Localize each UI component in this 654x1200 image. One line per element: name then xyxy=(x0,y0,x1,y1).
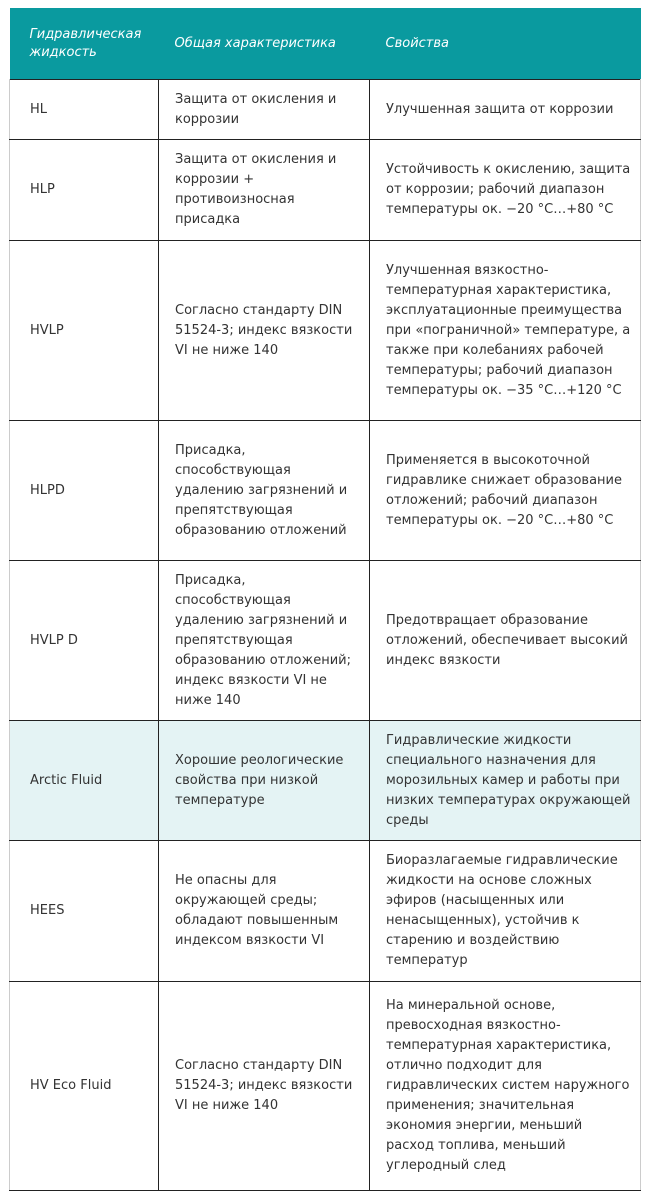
table-row xyxy=(10,140,641,241)
hydraulic-fluids-table xyxy=(9,8,641,1191)
header-fluid: Гидравлическая жидкость xyxy=(10,8,159,80)
header-properties: Свойства xyxy=(370,8,641,80)
table-row xyxy=(10,241,641,421)
cell-general: Присадка, способствующая удалению загрязнений и препятствующая образованию отложений xyxy=(159,421,370,561)
cell-name: HLPD xyxy=(10,421,159,561)
cell-general: Согласно стандарту DIN 51524-3; индекс вязкости VI не ниже 140 xyxy=(159,241,370,421)
table-row xyxy=(10,721,641,841)
cell-name: Arctic Fluid xyxy=(10,721,159,841)
table-header xyxy=(10,8,641,80)
cell-general: Не опасны для окружающей среды; обладают повышенным индексом вязкости VI xyxy=(159,841,370,982)
cell-general: Согласно стандарту DIN 51524-3; индекс вязкости VI не ниже 140 xyxy=(159,982,370,1191)
cell-general: Хорошие реологические свойства при низкой температуре xyxy=(159,721,370,841)
cell-props: Применяется в высокоточной гидравлике снижает образование отложений; рабочий диапазон температуры ок. −20 °C…+80 °C xyxy=(370,421,641,561)
cell-name: HL xyxy=(10,80,159,140)
cell-props: На минеральной основе, превосходная вязкостно-температурная характеристика, отлично подходит для гидравлических систем наружного применения; значительная экономия энергии, меньший расход топлива, меньший углеродный след xyxy=(370,982,641,1191)
cell-props: Предотвращает образование отложений, обеспечивает высокий индекс вязкости xyxy=(370,561,641,721)
table-row xyxy=(10,841,641,982)
table-row xyxy=(10,421,641,561)
cell-name: HVLP D xyxy=(10,561,159,721)
cell-general: Присадка, способствующая удалению загрязнений и препятствующая образованию отложений; индекс вязкости VI не ниже 140 xyxy=(159,561,370,721)
cell-props: Гидравлические жидкости специального назначения для морозильных камер и работы при низких температурах окружающей среды xyxy=(370,721,641,841)
table-row xyxy=(10,80,641,140)
cell-props: Улучшенная вязкостно-температурная характеристика, эксплуатационные преимущества при «пограничной» температуре, а также при колебаниях рабочей температуры; рабочий диапазон температуры ок. −35 °C…+120 °C xyxy=(370,241,641,421)
cell-name: HLP xyxy=(10,140,159,241)
header-general: Общая характеристика xyxy=(159,8,370,80)
cell-name: HV Eco Fluid xyxy=(10,982,159,1191)
cell-props: Биоразлагаемые гидравлические жидкости на основе сложных эфиров (насыщенных или ненасыщенных), устойчив к старению и воздействию температур xyxy=(370,841,641,982)
table-row xyxy=(10,561,641,721)
cell-props: Устойчивость к окислению, защита от коррозии; рабочий диапазон температуры ок. −20 °C…+80 °C xyxy=(370,140,641,241)
cell-props: Улучшенная защита от коррозии xyxy=(370,80,641,140)
cell-general: Защита от окисления и коррозии xyxy=(159,80,370,140)
table-row xyxy=(10,982,641,1191)
cell-general: Защита от окисления и коррозии + противоизносная присадка xyxy=(159,140,370,241)
cell-name: HVLP xyxy=(10,241,159,421)
cell-name: HEES xyxy=(10,841,159,982)
